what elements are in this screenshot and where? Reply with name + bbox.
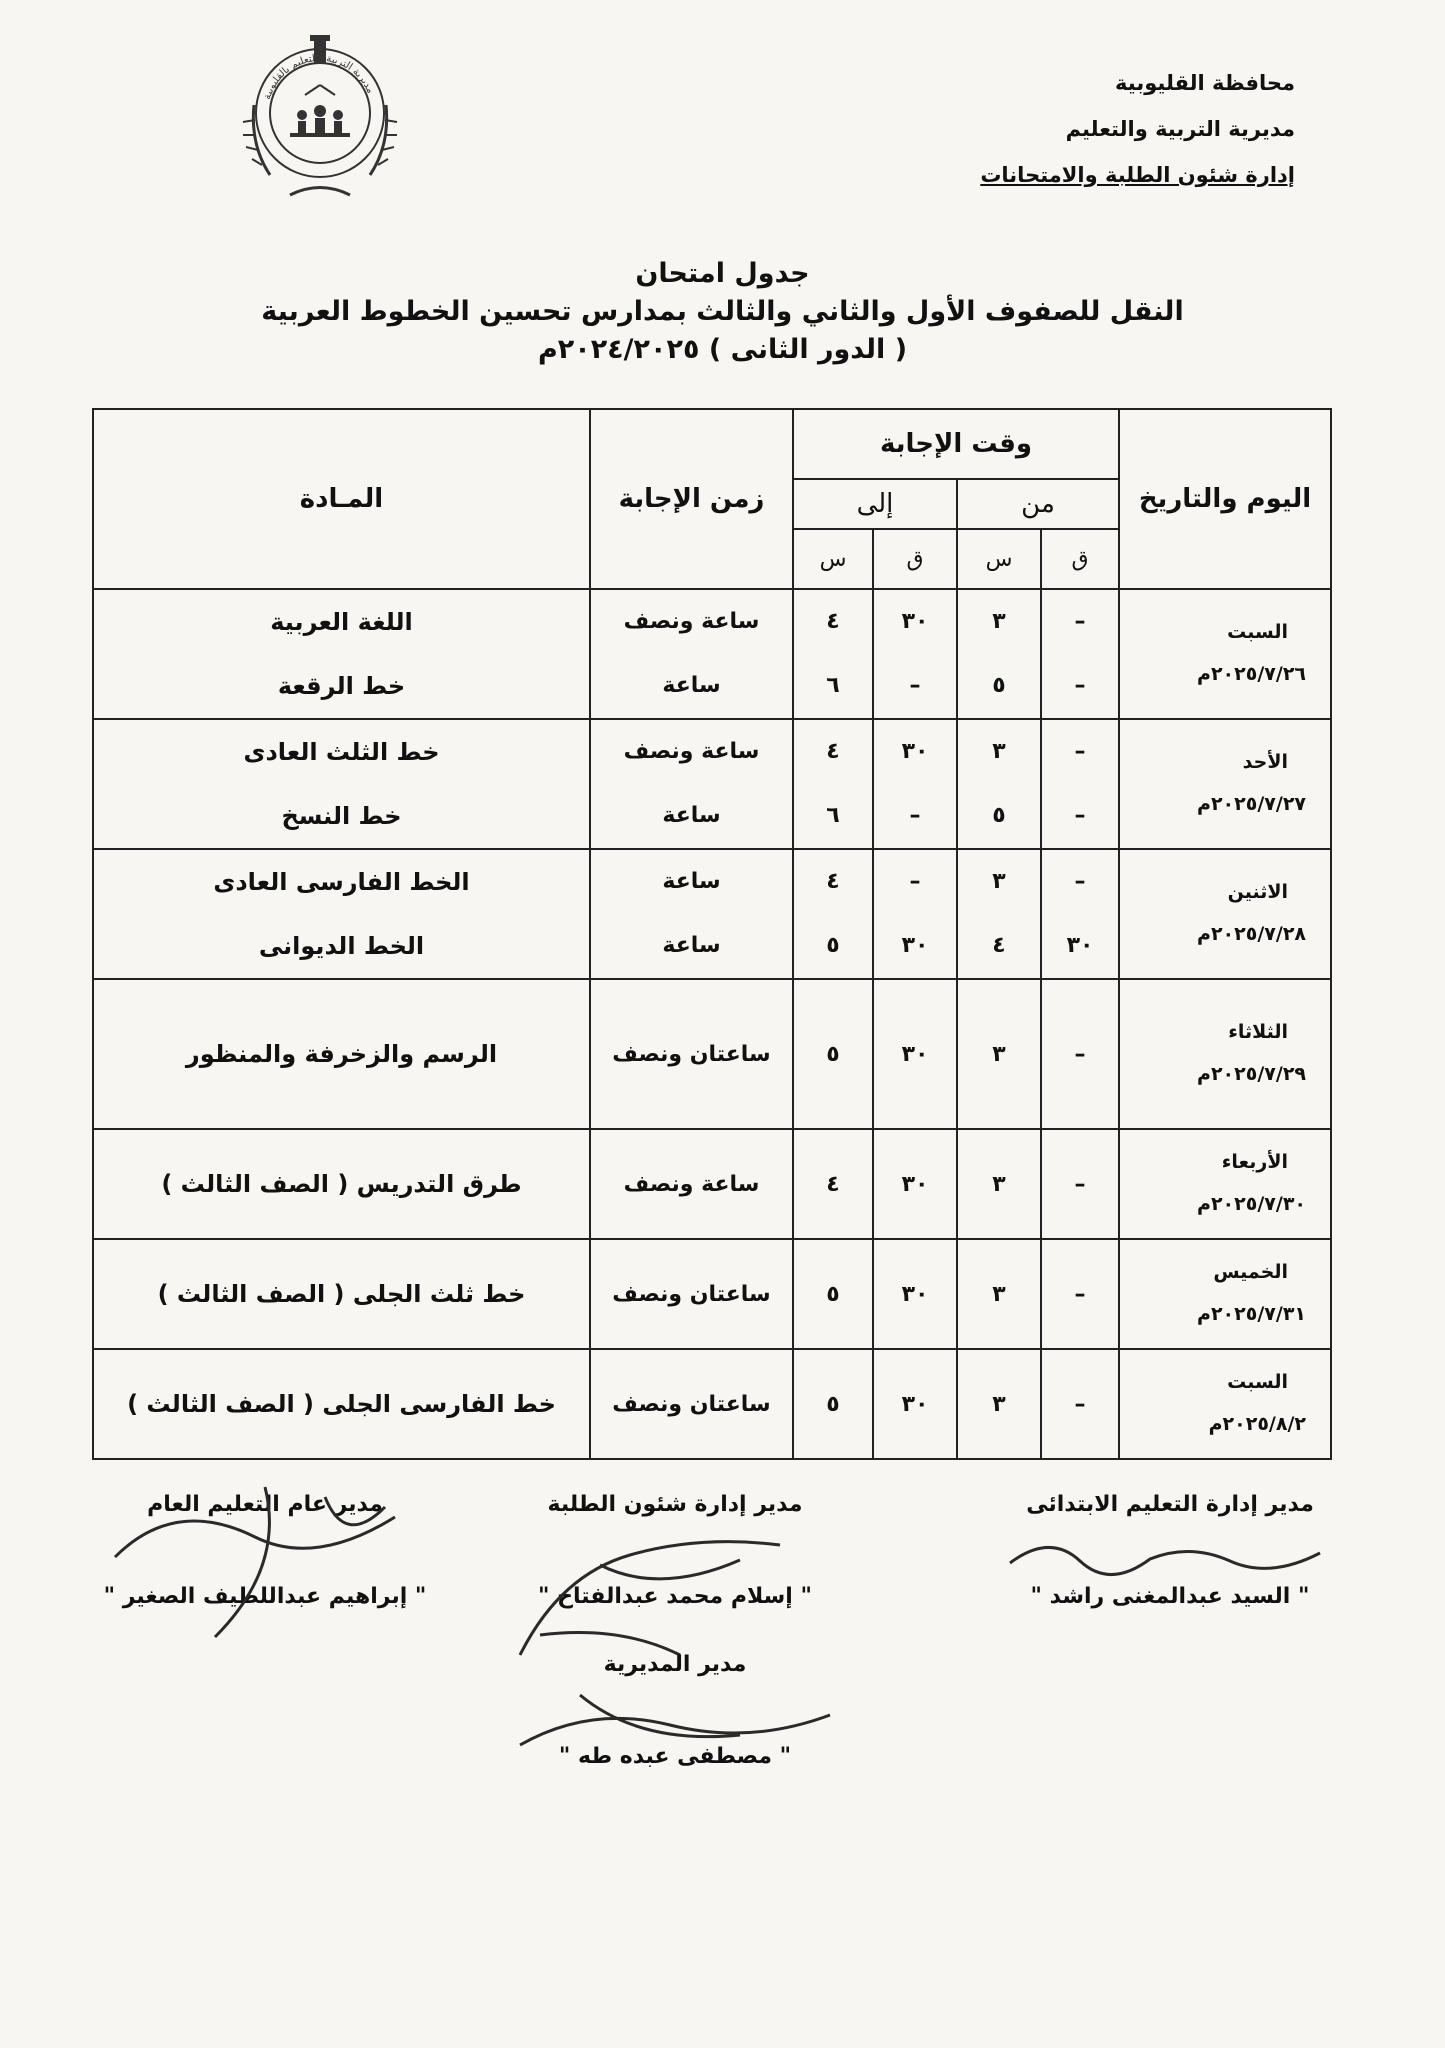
to-minute-cell: ٣٠ — [873, 1129, 957, 1239]
from-hour-cell: ٣ — [957, 979, 1041, 1129]
signatory-role: مدير المديرية — [603, 1652, 747, 1677]
header-from: من — [957, 479, 1119, 529]
header-from-minute: ق — [1041, 529, 1119, 589]
handwritten-signature-icon — [95, 1477, 425, 1647]
exam-schedule-table — [92, 408, 1332, 1460]
from-minute-cell: – – — [1041, 719, 1119, 849]
to-minute-cell: ٣٠ — [873, 1349, 957, 1459]
organization-header — [875, 60, 1295, 198]
day-date-cell — [1119, 589, 1331, 719]
day-date-cell — [1119, 1129, 1331, 1239]
day-date-cell — [1119, 849, 1331, 979]
header-day-date: اليوم والتاريخ — [1119, 409, 1331, 589]
to-hour-cell: ٥ — [793, 1349, 873, 1459]
from-hour-cell: ٣ — [957, 1349, 1041, 1459]
to-hour-cell: ٥ — [793, 979, 873, 1129]
exam-date: ٢٠٢٥/٧/٣٠م — [1197, 1193, 1307, 1215]
from-hour-cell: ٣ — [957, 1239, 1041, 1349]
signature-block-students — [480, 1485, 870, 1617]
signatory-role: مدير عام التعليم العام — [147, 1492, 383, 1517]
signatory-role: مدير إدارة شئون الطلبة — [547, 1492, 803, 1517]
handwritten-signature-icon — [490, 1675, 850, 1775]
to-minute-cell: – ٣٠ — [873, 849, 957, 979]
subject-cell: خط ثلث الجلى ( الصف الثالث ) — [93, 1239, 590, 1349]
signature-block-general — [75, 1485, 455, 1617]
header-to-minute: ق — [873, 529, 957, 589]
day-name: الأحد — [1242, 751, 1289, 773]
to-hour-cell: ٤ — [793, 1129, 873, 1239]
day-name: السبت — [1227, 621, 1289, 643]
document-title — [200, 255, 1245, 369]
from-hour-cell: ٣ ٥ — [957, 589, 1041, 719]
from-minute-cell: – — [1041, 1239, 1119, 1349]
day-date-cell — [1119, 719, 1331, 849]
handwritten-signature-icon — [990, 1523, 1350, 1593]
seal-emblem-icon — [210, 25, 430, 215]
day-name: الاثنين — [1227, 881, 1289, 903]
day-date-cell — [1119, 1239, 1331, 1349]
exam-date: ٢٠٢٥/٧/٣١م — [1197, 1303, 1307, 1325]
to-minute-cell: ٣٠ – — [873, 719, 957, 849]
subject-cell: الرسم والزخرفة والمنظور — [93, 979, 590, 1129]
duration-cell: ساعة ساعة — [590, 849, 793, 979]
subject-cell: طرق التدريس ( الصف الثالث ) — [93, 1129, 590, 1239]
from-minute-cell: – — [1041, 1129, 1119, 1239]
table-row — [93, 979, 1331, 1129]
subject-cell: اللغة العربية خط الرقعة — [93, 589, 590, 719]
from-hour-cell: ٣ — [957, 1129, 1041, 1239]
exam-date: ٢٠٢٥/٧/٢٧م — [1197, 793, 1307, 815]
header-to: إلى — [793, 479, 957, 529]
header-answer-time: وقت الإجابة — [793, 409, 1119, 479]
day-date-cell — [1119, 979, 1331, 1129]
to-hour-cell: ٤ ٦ — [793, 719, 873, 849]
duration-cell: ساعتان ونصف — [590, 979, 793, 1129]
subject-cell: خط الفارسى الجلى ( الصف الثالث ) — [93, 1349, 590, 1459]
table-row — [93, 1239, 1331, 1349]
day-name: الخميس — [1213, 1261, 1289, 1283]
signature-block-primary — [975, 1485, 1365, 1617]
from-minute-cell: – — [1041, 1349, 1119, 1459]
to-minute-cell: ٣٠ — [873, 1239, 957, 1349]
header-duration: زمن الإجابة — [590, 409, 793, 589]
to-minute-cell: ٣٠ – — [873, 589, 957, 719]
duration-cell: ساعتان ونصف — [590, 1349, 793, 1459]
title-line-3: ( الدور الثانى ) ٢٠٢٤/٢٠٢٥م — [537, 334, 908, 365]
to-hour-cell: ٥ — [793, 1239, 873, 1349]
duration-cell: ساعة ونصف ساعة — [590, 719, 793, 849]
exam-date: ٢٠٢٥/٨/٢م — [1208, 1413, 1307, 1435]
duration-cell: ساعة ونصف — [590, 1129, 793, 1239]
from-hour-cell: ٣ ٤ — [957, 849, 1041, 979]
directorate-label: مديرية التربية والتعليم — [1065, 117, 1295, 141]
to-hour-cell: ٤ ٦ — [793, 589, 873, 719]
header-from-hour: س — [957, 529, 1041, 589]
signatory-name: " السيد عبدالمغنى راشد " — [1030, 1584, 1310, 1609]
table-row — [93, 719, 1331, 849]
subject-cell: خط الثلث العادى خط النسخ — [93, 719, 590, 849]
subject-cell: الخط الفارسى العادى الخط الديوانى — [93, 849, 590, 979]
governorate-label: محافظة القليوبية — [1115, 71, 1295, 95]
day-name: الأربعاء — [1221, 1151, 1289, 1173]
seal-text: مديرية التربية والتعليم بالقليوبية — [261, 52, 376, 101]
title-line-1: جدول امتحان — [635, 258, 810, 289]
duration-cell: ساعتان ونصف — [590, 1239, 793, 1349]
exam-date: ٢٠٢٥/٧/٢٨م — [1197, 923, 1307, 945]
table-row — [93, 1129, 1331, 1239]
directorate-logo — [210, 25, 430, 215]
day-name: السبت — [1227, 1371, 1289, 1393]
signatory-name: " مصطفى عبده طه " — [558, 1744, 792, 1769]
duration-cell: ساعة ونصف ساعة — [590, 589, 793, 719]
table-row — [93, 589, 1331, 719]
day-name: الثلاثاء — [1228, 1021, 1289, 1043]
from-minute-cell: – – — [1041, 589, 1119, 719]
table-row — [93, 849, 1331, 979]
from-minute-cell: – ٣٠ — [1041, 849, 1119, 979]
from-minute-cell: – — [1041, 979, 1119, 1129]
table-header-row — [93, 409, 1331, 479]
exam-date: ٢٠٢٥/٧/٢٩م — [1197, 1063, 1307, 1085]
table-row — [93, 1349, 1331, 1459]
signatory-name: " إسلام محمد عبدالفتاح " — [538, 1584, 812, 1609]
to-hour-cell: ٤ ٥ — [793, 849, 873, 979]
exam-date: ٢٠٢٥/٧/٢٦م — [1197, 663, 1307, 685]
from-hour-cell: ٣ ٥ — [957, 719, 1041, 849]
header-to-hour: س — [793, 529, 873, 589]
signatory-role: مدير إدارة التعليم الابتدائى — [1026, 1492, 1314, 1517]
department-label: إدارة شئون الطلبة والامتحانات — [980, 163, 1295, 187]
title-line-2: النقل للصفوف الأول والثاني والثالث بمدارس تحسين الخطوط العربية — [261, 296, 1184, 327]
signatory-name: " إبراهيم عبداللطيف الصغير " — [103, 1584, 427, 1609]
header-subject: المـادة — [93, 409, 590, 589]
signature-block-director — [480, 1645, 870, 1777]
day-date-cell — [1119, 1349, 1331, 1459]
to-minute-cell: ٣٠ — [873, 979, 957, 1129]
